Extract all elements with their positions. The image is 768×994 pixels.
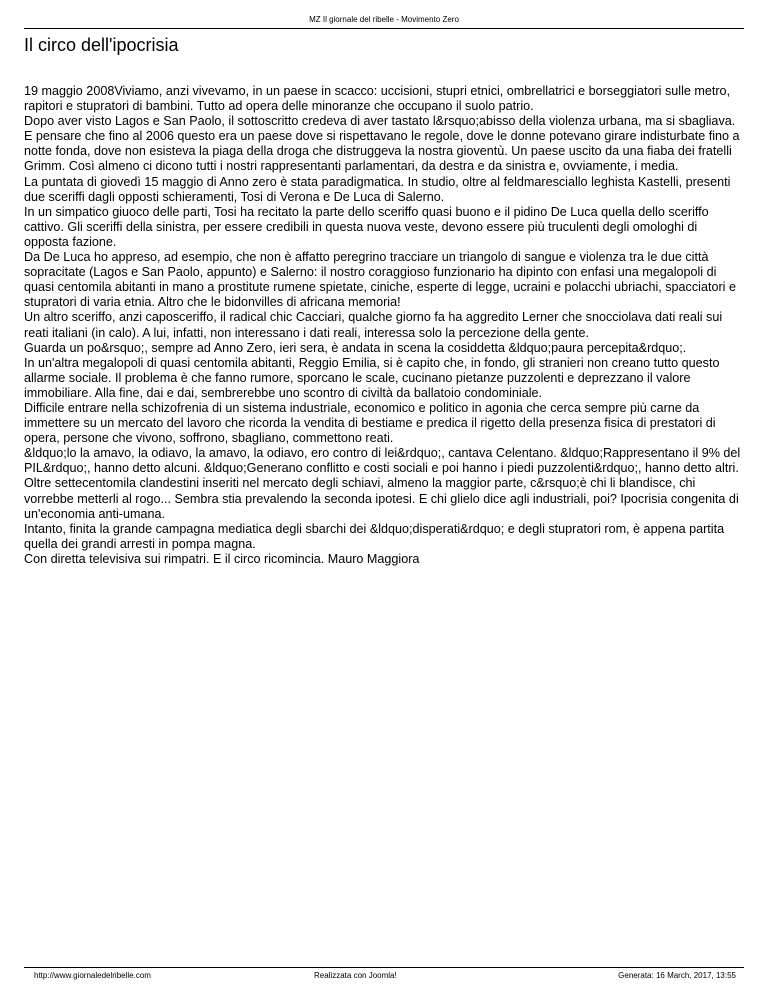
- article-paragraph: Oltre settecentomila clandestini inseriti nel mercato degli schiavi, almeno la maggior parte, c&rsquo;è chi li blandisce, chi vorrebbe metterli al rogo... Sembra stia prevalendo la seconda ipotesi. E chi glielo dice agli industriali, poi? Ipocrisia congenita di un'economia anti-umana.: [24, 476, 739, 521]
- article-paragraph: Da De Luca ho appreso, ad esempio, che non è affatto peregrino tracciare un triangolo di sangue e violenza tra le due città sopracitate (Lagos e San Paolo, appunto) e Salerno: il nostro coraggioso funzionario ha dipinto con enfasi una megalopoli di quasi centomila abitanti in mano a prostitute rumene spietate, ciniche, esperte di legge, ucraini e polacchi ubriachi, spacciatori e stupratori di varia etnia. Altro che le bidonvilles di africana memoria!: [24, 250, 736, 310]
- article-body: [24, 84, 742, 567]
- article-title: Il circo dell'ipocrisia: [24, 35, 179, 55]
- article-paragraph: In un simpatico giuoco delle parti, Tosi ha recitato la parte dello sceriffo quasi buono e il pidino De Luca quella dello sceriffo cattivo. Gli sceriffi della sinistra, per essere credibili in questa nuova veste, devono essere più truculenti degli omologhi di opposta fazione.: [24, 204, 709, 249]
- article-paragraph: E pensare che fino al 2006 questo era un paese dove si rispettavano le regole, dove le donne potevano girare indisturbate fino a notte fonda, dove non esisteva la piaga della droga che distruggeva la nostra gioventù. Un paese uscito da una fiaba dei fratelli Grimm. Così almeno ci dicono tutti i nostri rappresentanti parlamentari, da destra e da sinistra e, ovviamente, i media.: [24, 129, 740, 174]
- article-paragraph: Guarda un po&rsquo;, sempre ad Anno Zero, ieri sera, è andata in scena la cosiddetta &ldquo;paura percepita&rdquo;.: [24, 340, 687, 355]
- site-title: MZ Il giornale del ribelle - Movimento Zero: [309, 15, 459, 24]
- article-paragraph: Intanto, finita la grande campagna mediatica degli sbarchi dei &ldquo;disperati&rdquo; e degli stupratori rom, è appena partita quella dei grandi arresti in pompa magna.: [24, 521, 725, 551]
- article-paragraph: Un altro sceriffo, anzi caposceriffo, il radical chic Cacciari, qualche giorno fa ha aggredito Lerner che snocciolava dati reali sui reati italiani (in calo). A lui, infatti, non interessano i dati reali, interessa solo la percezione della gente.: [24, 310, 723, 340]
- page-header: [24, 12, 744, 29]
- footer-generated-date: Generata: 16 March, 2017, 13:55: [618, 971, 736, 980]
- article-paragraph: Dopo aver visto Lagos e San Paolo, il sottoscritto credeva di aver tastato l&rsquo;abisso della violenza urbana, ma si sbagliava.: [24, 114, 736, 129]
- article-paragraph: In un'altra megalopoli di quasi centomila abitanti, Reggio Emilia, si è capito che, in fondo, gli stranieri non creano tutto questo allarme sociale. Il problema è che fanno rumore, sporcano le scale, cucinano pietanze puzzolenti e deprezzano il valore immobiliare. Alla fine, dai e dai, sembrerebbe uno scontro di civiltà da ballatoio condominiale.: [24, 355, 720, 400]
- footer-credit: Realizzata con Joomla!: [314, 971, 397, 980]
- article-paragraph: Con diretta televisiva sui rimpatri. E il circo ricomincia. Mauro Maggiora: [24, 551, 420, 566]
- article-paragraph: Difficile entrare nella schizofrenia di un sistema industriale, economico e politico in agonia che cerca sempre più carne da immettere su un mercato del lavoro che ricorda la vendita di bestiame e predica il rigetto della presenza fisica di prestatori di opera, persone che vivono, soffrono, sbagliano, commettono reati.: [24, 400, 716, 446]
- page-footer: [24, 967, 744, 984]
- article-paragraph: 19 maggio 2008Viviamo, anzi vivevamo, in un paese in scacco: uccisioni, stupri etnici, ombrellatrici e borseggiatori sulle metro, rapitori e stupratori di bambini. Tutto ad opera delle minoranze che occupano il suolo patrio.: [24, 84, 731, 114]
- article-paragraph: La puntata di giovedì 15 maggio di Anno zero è stata paradigmatica. In studio, oltre al feldmaresciallo leghista Kastelli, presenti due sceriffi dagli opposti schieramenti, Tosi di Verona e De Luca di Salerno.: [24, 174, 731, 204]
- article-paragraph: &ldquo;lo la amavo, la odiavo, la amavo, la odiavo, ero contro di lei&rdquo;, cantava Celentano. &ldquo;Rappresentano il 9% del PIL&rdquo;, hanno detto alcuni. &ldquo;Generano conflitto e costi sociali e poi hanno i piedi puzzolenti&rdquo;, hanno detto altri.: [24, 446, 741, 476]
- footer-url: http://www.giornaledelribelle.com: [34, 971, 151, 980]
